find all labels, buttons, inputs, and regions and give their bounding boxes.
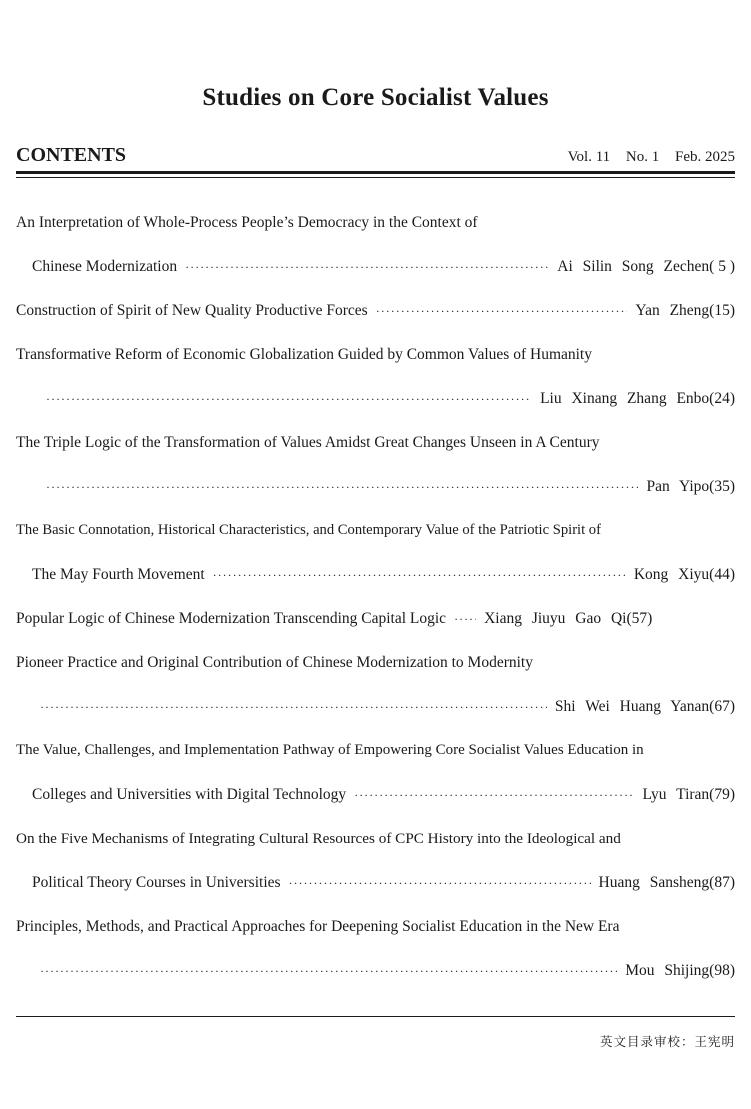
toc-entry-title-line[interactable] [16, 830, 735, 854]
proofreader-credit: 英文目录审校：王宪明 [599, 1034, 735, 1049]
volume-label: Vol. 11 [567, 149, 611, 165]
dot-leader [40, 700, 547, 715]
dot-leader [289, 876, 591, 891]
entry-page-number: (35) [709, 478, 735, 495]
dot-leader [185, 260, 549, 275]
entry-page-number: (87) [709, 874, 735, 891]
entry-authors: Liu Xinang Zhang Enbo [540, 390, 710, 407]
toc-entry-title-line[interactable] [16, 214, 735, 238]
entry-title: Transformative Reform of Economic Globalization Guided by Common Values of Humanity [16, 346, 592, 363]
toc-entry-title-line[interactable] [16, 918, 735, 942]
toc-entry-title-line[interactable] [16, 434, 735, 458]
entry-authors: Xiang Jiuyu Gao Qi [484, 610, 627, 627]
entry-authors: Lyu Tiran [642, 786, 710, 803]
toc-entry-title-line[interactable] [16, 346, 735, 370]
entry-authors: Ai Silin Song Zechen [557, 258, 710, 275]
entry-title: Principles, Methods, and Practical Approaches for Deepening Socialist Education in the New Era [16, 918, 620, 935]
toc-entry-final-line[interactable] [32, 258, 735, 282]
entry-page-number: (57) [626, 610, 653, 627]
entry-authors: Yan Zheng [635, 302, 710, 319]
toc-entry-title-line[interactable] [16, 742, 735, 766]
dot-leader [46, 392, 532, 407]
dot-leader [213, 568, 626, 583]
entry-page-number: ( 5 ) [709, 258, 735, 275]
entry-title: Construction of Spirit of New Quality Productive Forces [16, 302, 368, 319]
entry-title: On the Five Mechanisms of Integrating Cultural Resources of CPC History into the Ideological and [16, 830, 621, 847]
entry-authors: Mou Shijing [625, 962, 710, 979]
entry-title: The Basic Connotation, Historical Characteristics, and Contemporary Value of the Patriotic Spirit of [16, 522, 601, 538]
entry-authors: Shi Wei Huang Yanan [554, 698, 710, 715]
toc-entry-final-line[interactable] [46, 390, 735, 414]
contents-heading: CONTENTS [16, 144, 127, 166]
toc-entry-final-line[interactable] [32, 874, 735, 898]
entry-page-number: (24) [709, 390, 735, 407]
dot-leader [46, 480, 638, 495]
entry-title: Colleges and Universities with Digital Technology [32, 786, 347, 803]
entry-title: Popular Logic of Chinese Modernization Transcending Capital Logic [16, 610, 447, 627]
entry-authors: Pan Yipo [646, 478, 710, 495]
toc-entry-title-line[interactable] [16, 522, 735, 546]
toc-entry-final-line[interactable] [40, 962, 735, 986]
entry-title: Chinese Modernization [32, 258, 178, 275]
entry-page-number: (67) [709, 698, 735, 715]
number-label: No. 1 [625, 149, 660, 165]
toc-entry-final-line[interactable] [16, 302, 735, 326]
entry-page-number: (44) [709, 566, 735, 583]
toc-entry-final-line[interactable] [32, 786, 735, 810]
entry-page-number: (98) [709, 962, 735, 979]
dot-leader [40, 964, 617, 979]
entry-page-number: (15) [709, 302, 735, 319]
footer-rule [16, 1016, 735, 1017]
entry-title: The Value, Challenges, and Implementation Pathway of Empowering Core Socialist Values Education in [16, 742, 644, 758]
entry-page-number: (79) [709, 786, 735, 803]
toc-entry-final-line[interactable] [46, 478, 735, 502]
entry-authors: Kong Xiyu [633, 566, 710, 583]
toc-entry-title-line[interactable] [16, 654, 735, 678]
entry-authors: Huang Sansheng [598, 874, 710, 891]
dot-leader [354, 788, 634, 803]
toc-entry-final-line[interactable] [32, 566, 735, 590]
entry-title: An Interpretation of Whole-Process People’s Democracy in the Context of [16, 214, 478, 231]
toc-entry-final-line[interactable] [16, 610, 735, 634]
date-label: Feb. 2025 [675, 149, 735, 165]
entry-title: Pioneer Practice and Original Contribution of Chinese Modernization to Modernity [16, 654, 533, 671]
entry-title: The Triple Logic of the Transformation of Values Amidst Great Changes Unseen in A Century [16, 434, 600, 451]
toc-entry-final-line[interactable] [40, 698, 735, 722]
dot-leader [454, 612, 476, 627]
dot-leader [376, 304, 628, 319]
entry-title: Political Theory Courses in Universities [32, 874, 281, 891]
journal-title: Studies on Core Socialist Values [202, 84, 549, 111]
entry-title: The May Fourth Movement [32, 566, 205, 583]
